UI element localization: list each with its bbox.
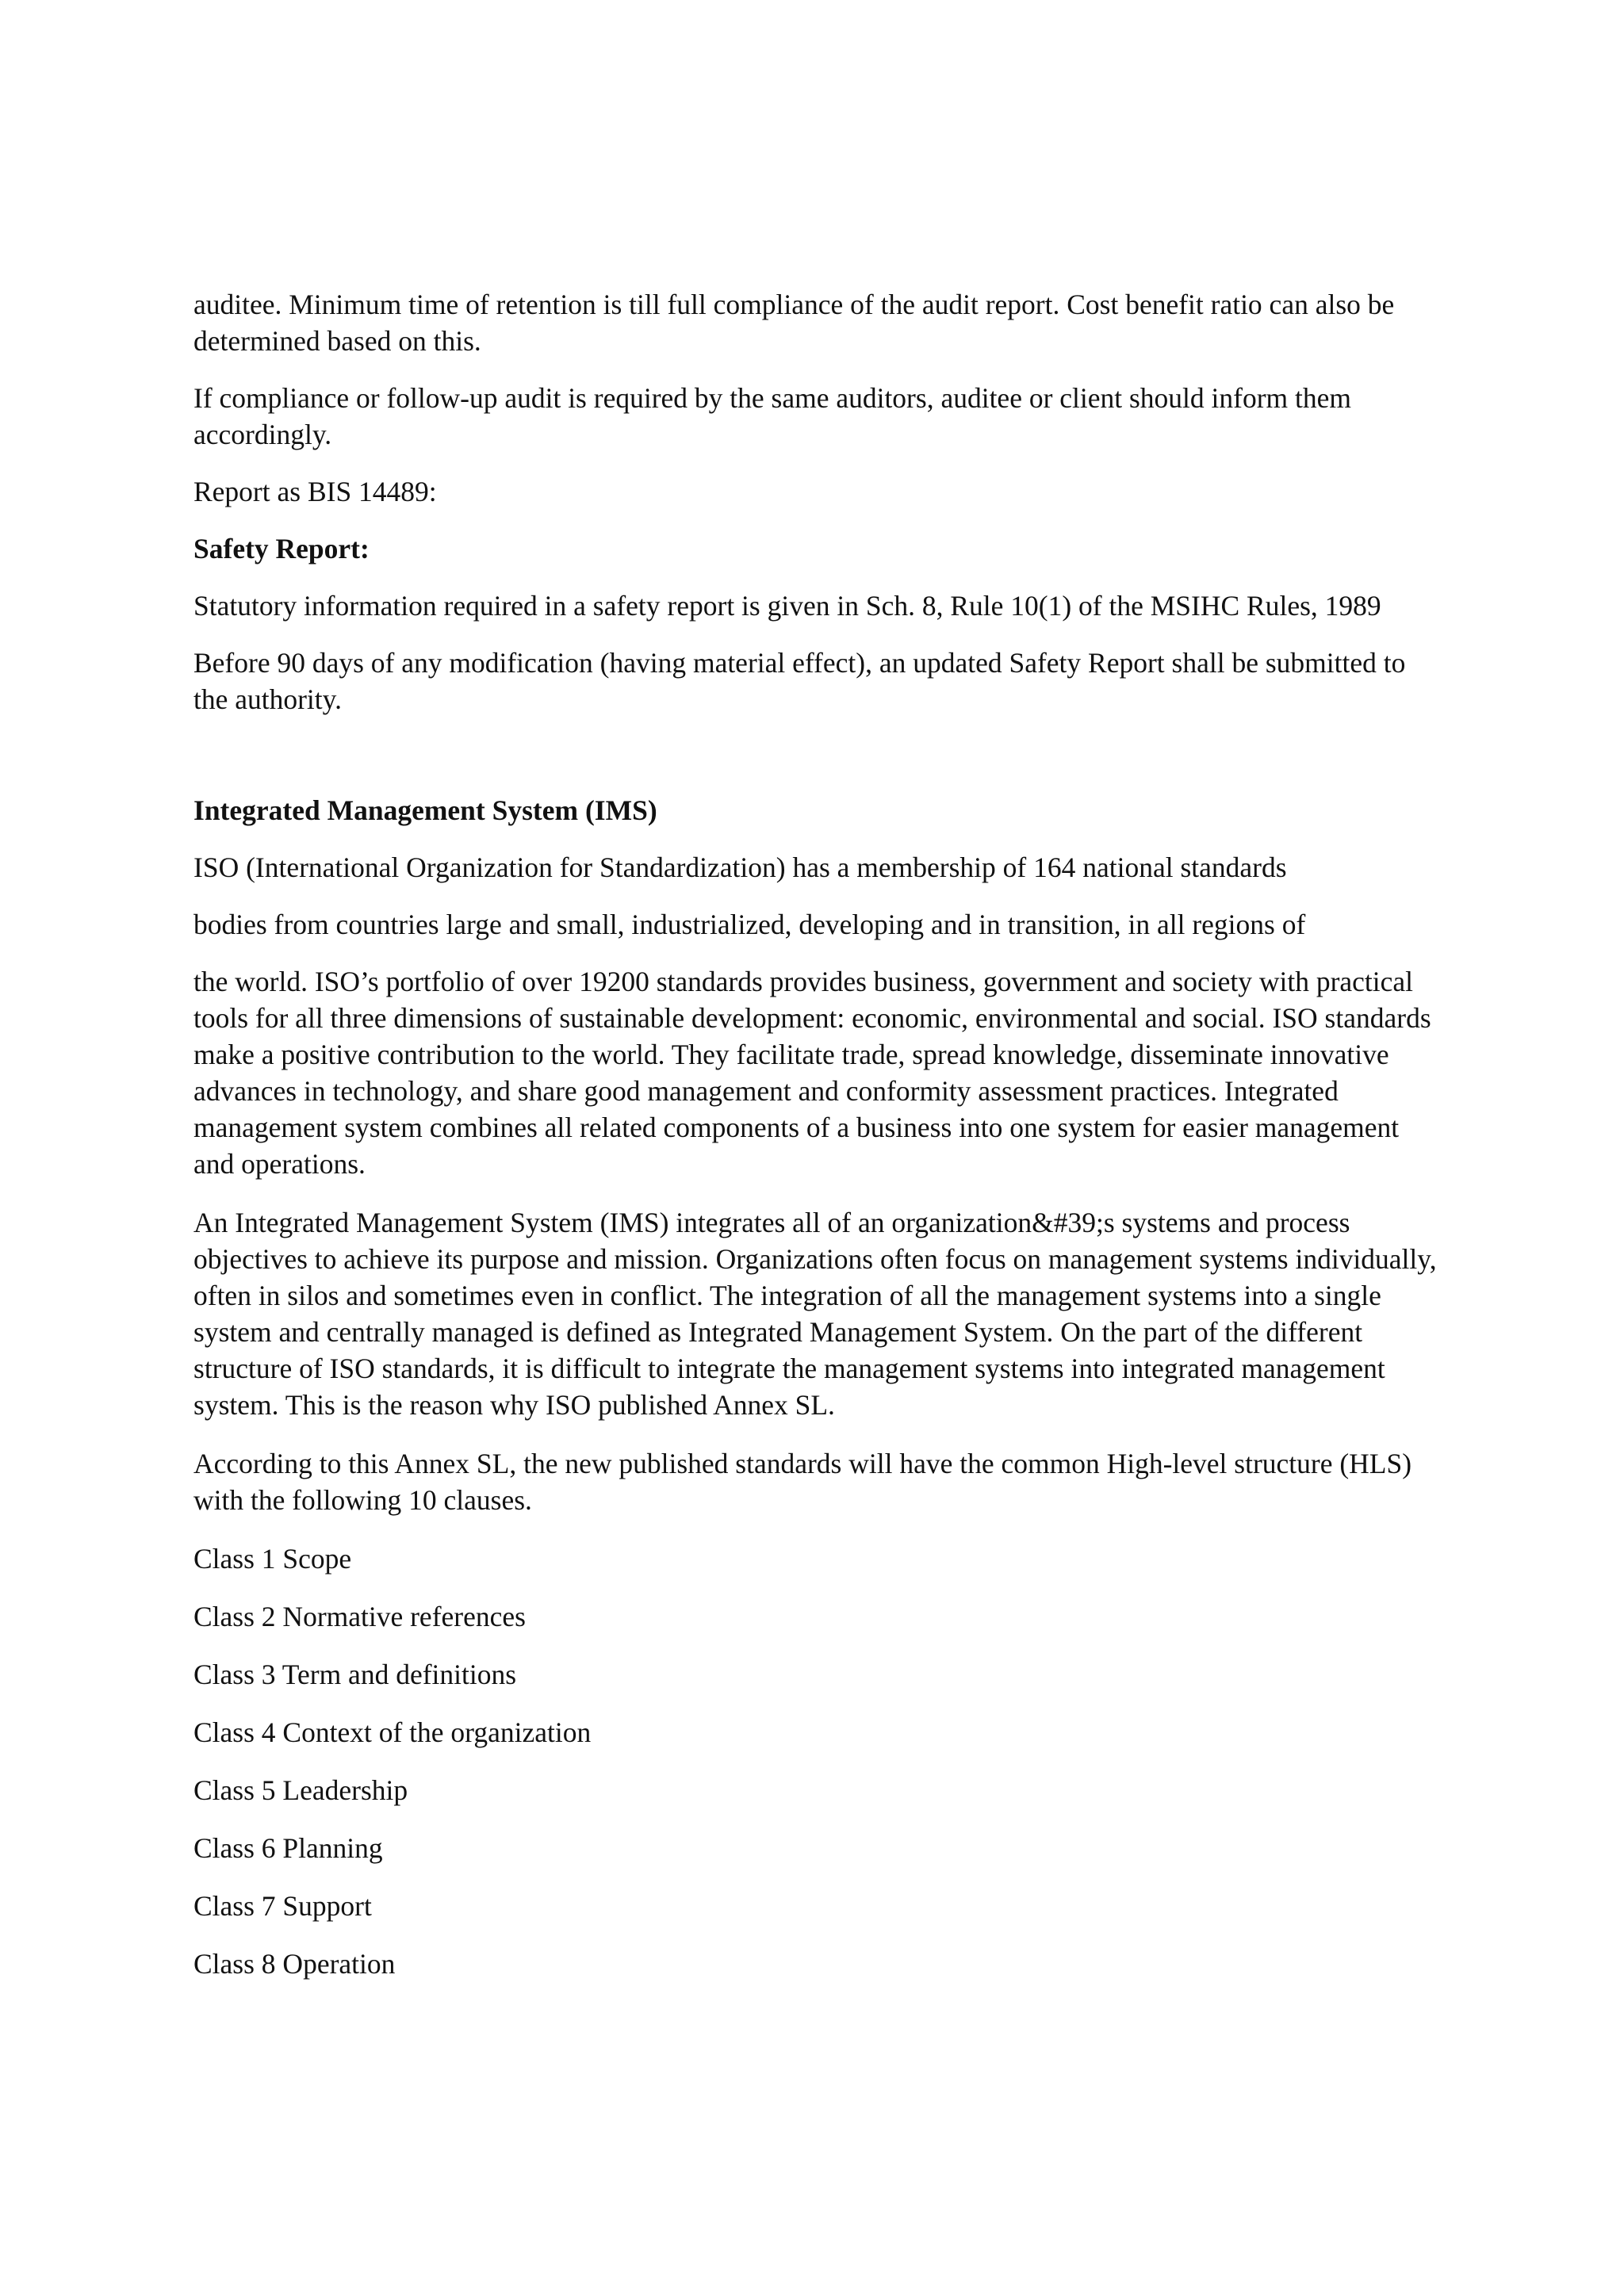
paragraph-ims-definition: An Integrated Management System (IMS) integrates all of an organization&#39;s systems and process objectives to achieve its purpose and mission. Organizations often focus on management systems individually, often in silos and sometimes even in conflict. The integration of all the management systems into a single system and centrally managed is defined as Integrated Management System. On the part of the different structure of ISO standards, it is difficult to integrate the management systems into integrated management system. This is the reason why ISO published Annex SL.	[193, 1207, 1437, 1421]
paragraph-retention: auditee. Minimum time of retention is till full compliance of the audit report. Cost benefit ratio can also be determined based on this.	[193, 289, 1395, 357]
safety-report-heading: Safety Report:	[193, 533, 370, 564]
clause-item: Class 1 Scope	[193, 1543, 352, 1575]
clause-list	[193, 1540, 1446, 1982]
paragraph-iso-line-2: bodies from countries large and small, industrialized, developing and in transition, in all regions of	[193, 909, 1306, 940]
clause-item: Class 6 Planning	[193, 1832, 383, 1864]
paragraph-report-bis: Report as BIS 14489:	[193, 476, 437, 507]
paragraph-statutory-info: Statutory information required in a safety report is given in Sch. 8, Rule 10(1) of the MSIHC Rules, 1989	[193, 590, 1381, 622]
document-body	[193, 286, 1446, 2003]
clause-item: Class 4 Context of the organization	[193, 1716, 592, 1748]
ims-heading: Integrated Management System (IMS)	[193, 794, 657, 826]
clause-item: Class 7 Support	[193, 1890, 372, 1922]
clause-item: Class 5 Leadership	[193, 1774, 408, 1806]
paragraph-follow-up-audit: If compliance or follow-up audit is required by the same auditors, auditee or client should inform them accordingly.	[193, 382, 1352, 450]
paragraph-updated-safety-report: Before 90 days of any modification (having material effect), an updated Safety Report shall be submitted to the authority.	[193, 647, 1406, 715]
clause-item: Class 2 Normative references	[193, 1601, 526, 1632]
paragraph-annex-sl: According to this Annex SL, the new published standards will have the common High-level structure (HLS) with the following 10 clauses.	[193, 1448, 1412, 1516]
clause-item: Class 3 Term and definitions	[193, 1659, 517, 1690]
clause-item: Class 8 Operation	[193, 1948, 396, 1980]
paragraph-iso-portfolio: the world. ISO’s portfolio of over 19200 standards provides business, government and society with practical tools for all three dimensions of sustainable development: economic, environmental and social. ISO standards make a positive contribution to the world. They facilitate trade, spread knowledge, disseminate innovative advances in technology, and share good management and conformity assessment practices. Integrated management system combines all related components of a business into one system for easier management and operations.	[193, 966, 1431, 1180]
paragraph-iso-line-1: ISO (International Organization for Standardization) has a membership of 164 national standards	[193, 851, 1287, 883]
